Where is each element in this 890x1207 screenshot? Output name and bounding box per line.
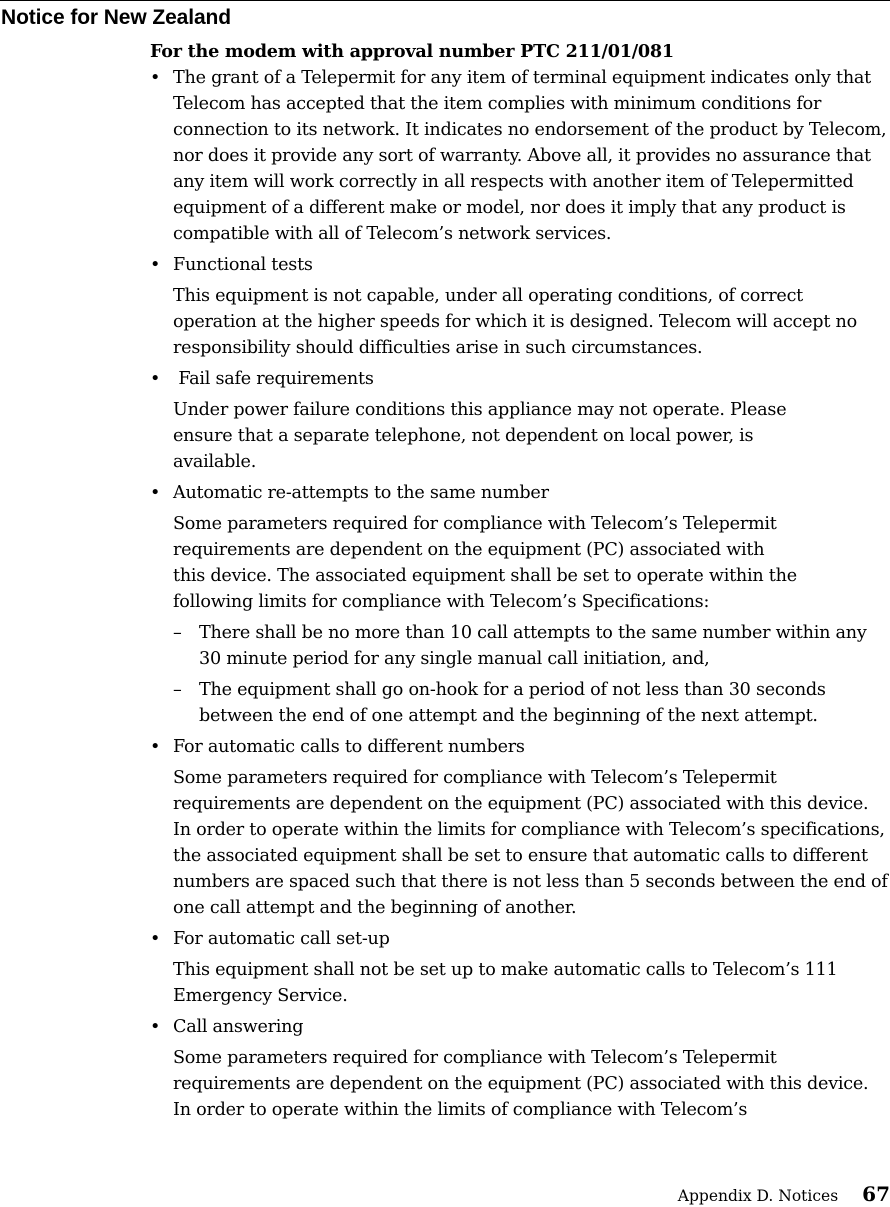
sub-list-item-text: There shall be no more than 10 call attempts to the same number within any 30 minute period for any single manual call initiation, and, <box>199 623 867 669</box>
bullet-marker: • <box>150 369 161 389</box>
page-footer <box>678 1183 890 1207</box>
bullet-marker: • <box>150 737 161 757</box>
page-number: 67 <box>862 1182 890 1206</box>
dash-marker: – <box>173 680 182 700</box>
list-item <box>150 65 890 247</box>
list-item-title: Fail safe requirements <box>173 369 374 389</box>
list-item-body: Some parameters required for compliance with Telecom’s Telepermit requirements are dependent on the equipment (PC) associated with this device. In order to operate within the limits for compliance with Telecom’s specifications, the associated equipment shall be set to ensure that automatic calls to different numbers are spaced such that there is not less than 5 seconds between the end of one call attempt and the beginning of another. <box>173 768 888 918</box>
list-item-body: Some parameters required for compliance with Telecom’s Telepermit requirements are dependent on the equipment (PC) associated with this device. The associated equipment shall be set to operate within the following limits for compliance with Telecom’s Specifications: <box>173 514 797 612</box>
list-item <box>150 252 890 361</box>
list-item <box>150 1014 890 1123</box>
bullet-marker: • <box>150 255 161 275</box>
notice-list <box>150 65 890 1123</box>
top-rule <box>0 0 890 1</box>
list-item-body: This equipment shall not be set up to make automatic calls to Telecom’s 111 Emergency Service. <box>173 960 838 1006</box>
list-item <box>150 480 890 729</box>
bullet-marker: • <box>150 929 161 949</box>
bullet-marker: • <box>150 483 161 503</box>
page-heading: Notice for New Zealand <box>1 6 232 29</box>
list-item <box>150 366 890 475</box>
notice-content <box>150 39 890 1128</box>
list-item <box>150 734 890 921</box>
list-item-title: Call answering <box>173 1017 304 1037</box>
approval-subheading: For the modem with approval number PTC 211/01/081 <box>150 41 674 62</box>
bullet-marker: • <box>150 1017 161 1037</box>
list-item-title: For automatic calls to different numbers <box>173 737 525 757</box>
list-item <box>150 926 890 1009</box>
sub-list-item <box>173 677 890 729</box>
dash-marker: – <box>173 623 182 643</box>
list-item-title: For automatic call set-up <box>173 929 390 949</box>
list-item-body: Some parameters required for compliance with Telecom’s Telepermit requirements are dependent on the equipment (PC) associated with this device. In order to operate within the limits of compliance with Telecom’s <box>173 1048 869 1120</box>
sub-list-item-text: The equipment shall go on-hook for a period of not less than 30 seconds between the end of one attempt and the beginning of the next attempt. <box>199 680 826 726</box>
list-item-title: The grant of a Telepermit for any item of terminal equipment indicates only that Telecom has accepted that the item complies with minimum conditions for connection to its network. It indicates no endorsement of the product by Telecom, nor does it provide any sort of warranty. Above all, it provides no assurance that any item will work correctly in all respects with another item of Telepermitted equipment of a different make or model, nor does it imply that any product is compatible with all of Telecom’s network services. <box>173 68 887 244</box>
list-item-body: Under power failure conditions this appliance may not operate. Please ensure that a separate telephone, not dependent on local power, is available. <box>173 400 787 472</box>
list-item-body: This equipment is not capable, under all operating conditions, of correct operation at the higher speeds for which it is designed. Telecom will accept no responsibility should difficulties arise in such circumstances. <box>173 286 857 358</box>
sub-list-item <box>173 620 890 672</box>
footer-section-label: Appendix D. Notices <box>677 1187 839 1205</box>
list-item-title: Functional tests <box>173 255 313 275</box>
bullet-marker: • <box>150 68 161 88</box>
sub-list <box>173 620 890 729</box>
list-item-title: Automatic re-attempts to the same number <box>173 483 549 503</box>
